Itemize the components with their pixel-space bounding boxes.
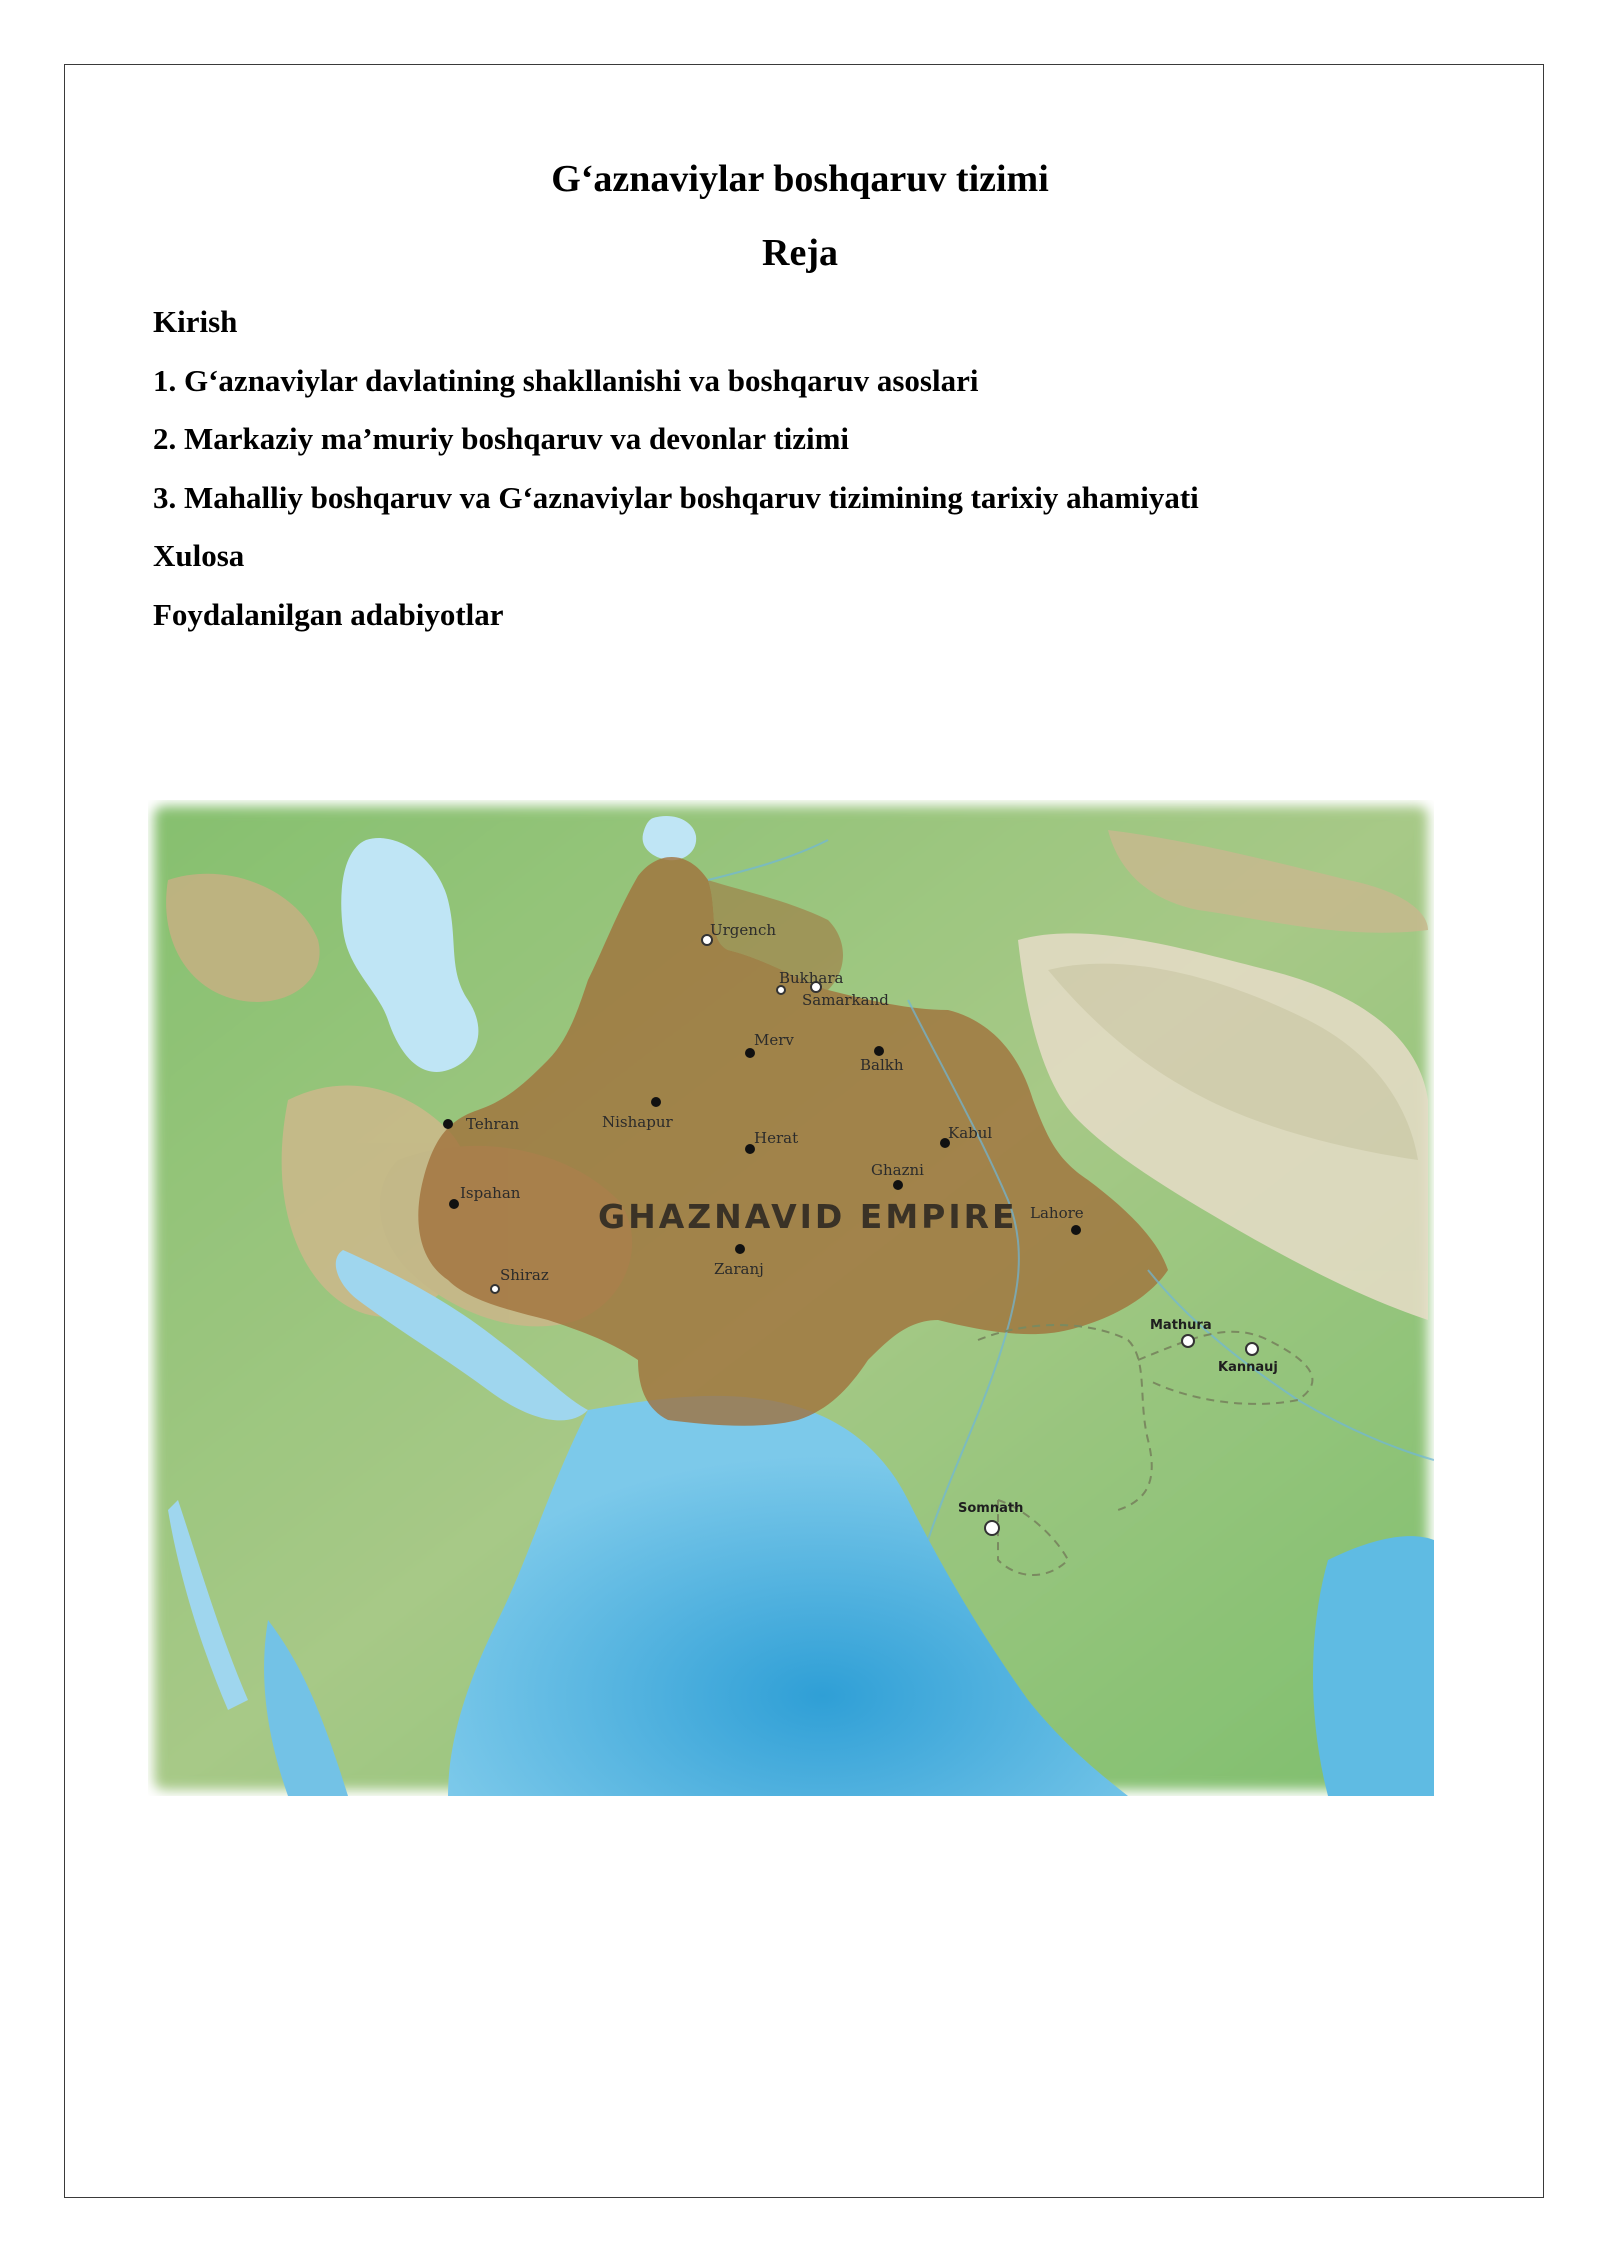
- city-label-balkh: Balkh: [860, 1056, 904, 1074]
- city-label-mathura: Mathura: [1150, 1318, 1212, 1333]
- city-dot-ispahan: [449, 1199, 459, 1209]
- city-dot-nishapur: [651, 1097, 661, 1107]
- city-label-kabul: Kabul: [948, 1124, 993, 1142]
- city-label-ghazni: Ghazni: [871, 1161, 924, 1179]
- plan-item-1: 1. G‘aznaviylar davlatining shakllanishi va boshqaruv asoslari: [153, 362, 979, 398]
- plan-item-conclusion: Xulosa: [153, 538, 245, 573]
- city-dot-zaranj: [735, 1244, 745, 1254]
- empire-label: GHAZNAVID EMPIRE: [598, 1197, 1018, 1236]
- city-ring-mathura: [1182, 1335, 1194, 1347]
- city-label-nishapur: Nishapur: [602, 1113, 673, 1131]
- city-label-samarkand: Samarkand: [802, 991, 889, 1009]
- plan-list: [153, 302, 1199, 653]
- city-dot-tehran: [443, 1119, 453, 1129]
- city-dot-ghazni: [893, 1180, 903, 1190]
- city-label-somnath: Somnath: [958, 1501, 1024, 1516]
- city-dot-merv: [745, 1048, 755, 1058]
- plan-item-references: Foydalanilgan adabiyotlar: [153, 596, 504, 632]
- city-label-herat: Herat: [754, 1129, 799, 1147]
- city-ring-bukhara: [777, 986, 785, 994]
- city-ring-somnath: [985, 1521, 999, 1535]
- city-label-shiraz: Shiraz: [500, 1266, 549, 1284]
- plan-item-3: 3. Mahalliy boshqaruv va G‘aznaviylar boshqaruv tizimining tarixiy ahamiyati: [153, 479, 1199, 515]
- plan-heading: Reja: [762, 232, 838, 274]
- city-label-zaranj: Zaranj: [714, 1260, 764, 1278]
- city-label-kannauj: Kannauj: [1218, 1360, 1278, 1375]
- city-dot-lahore: [1071, 1225, 1081, 1235]
- city-label-tehran: Tehran: [466, 1115, 520, 1133]
- city-ring-shiraz: [491, 1285, 499, 1293]
- city-dot-balkh: [874, 1046, 884, 1056]
- document-title: G‘aznaviylar boshqaruv tizimi: [551, 158, 1049, 200]
- city-ring-kannauj: [1246, 1343, 1258, 1355]
- ghaznavid-empire-map: [148, 800, 1434, 1796]
- plan-item-intro: Kirish: [153, 304, 238, 339]
- city-label-urgench: Urgench: [710, 921, 777, 939]
- city-label-bukhara: Bukhara: [779, 969, 844, 987]
- city-label-merv: Merv: [754, 1031, 794, 1049]
- city-label-lahore: Lahore: [1030, 1204, 1084, 1222]
- city-label-ispahan: Ispahan: [460, 1184, 521, 1202]
- plan-item-2: 2. Markaziy ma’muriy boshqaruv va devonlar tizimi: [153, 421, 850, 456]
